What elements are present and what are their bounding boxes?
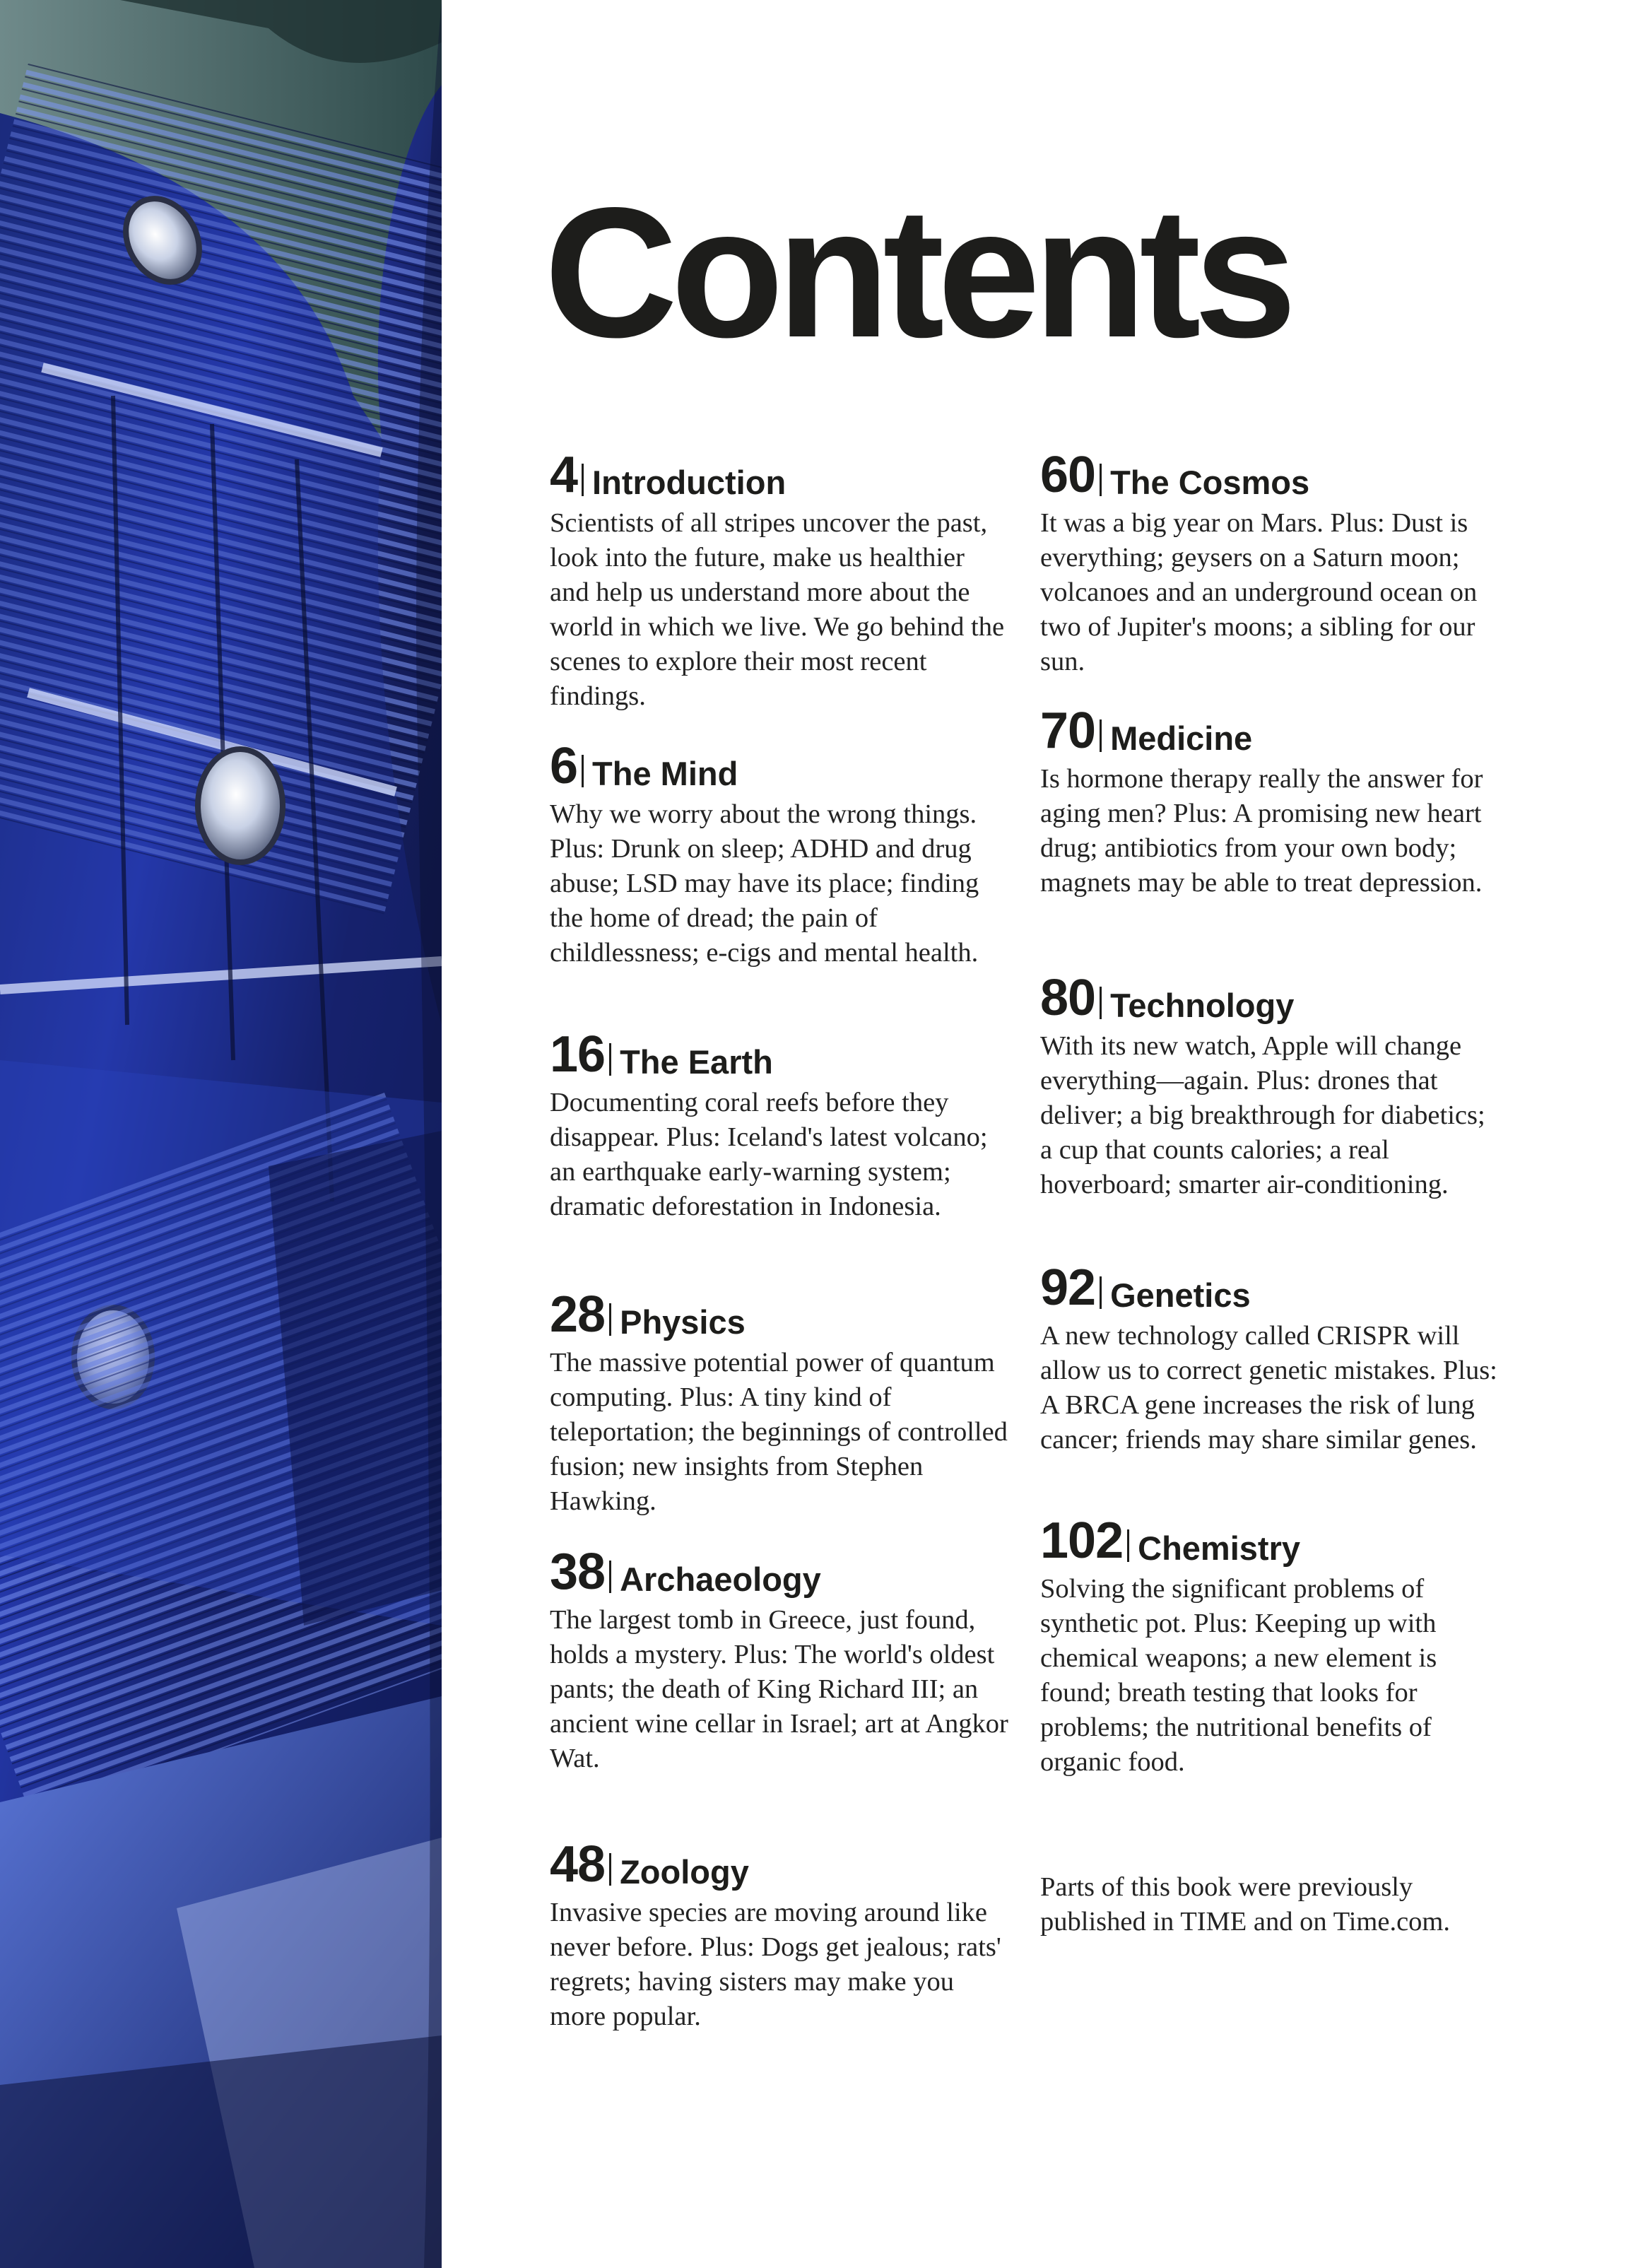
divider-bar: [609, 1303, 611, 1336]
entry-heading: [550, 1833, 1009, 1893]
divider-bar: [582, 755, 584, 787]
section-title: The Cosmos: [1110, 464, 1310, 501]
publication-footnote: Parts of this book were previously published in TIME and on Time.com.: [1040, 1872, 1451, 1937]
section-title: The Earth: [620, 1043, 773, 1081]
contents-entry[interactable]: [550, 1833, 1009, 2034]
page-number: 38: [550, 1544, 606, 1600]
divider-bar: [609, 1043, 611, 1076]
section-description: Is hormone therapy really the answer for aging men? Plus: A promising new heart drug; antibiotics from your own body; magnets may be able to treat depression.: [1040, 764, 1483, 898]
section-description: It was a big year on Mars. Plus: Dust is everything; geysers on a Saturn moon; volcanoes and an underground ocean on two of Jupiter's moons; a sibling for our sun.: [1040, 508, 1478, 676]
divider-bar: [609, 1853, 611, 1886]
section-title: Genetics: [1110, 1276, 1251, 1314]
section-description: The massive potential power of quantum computing. Plus: A tiny kind of teleportation; the beginnings of controlled fusion; new insights from Stephen Hawking.: [550, 1348, 1008, 1516]
section-description: Why we worry about the wrong things. Plus: Drunk on sleep; ADHD and drug abuse; LSD may have its place; finding the home of dread; the pain of childlessness; e-cigs and mental health.: [550, 799, 979, 968]
divider-bar: [1100, 464, 1102, 496]
section-title: Medicine: [1110, 719, 1253, 757]
page-title: Contents: [544, 169, 1290, 376]
entry-heading: [550, 1023, 1009, 1083]
section-description: Documenting coral reefs before they disappear. Plus: Iceland's latest volcano; an earthquake early-warning system; dramatic deforestation in Indonesia.: [550, 1088, 988, 1221]
entry-heading: [1040, 967, 1500, 1026]
contents-entry[interactable]: [1040, 700, 1500, 900]
page-number: 70: [1040, 703, 1096, 759]
entry-heading: [550, 1541, 1009, 1600]
page-number: 80: [1040, 970, 1096, 1026]
section-description: With its new watch, Apple will change everything—again. Plus: drones that deliver; a big breakthrough for diabetics; a cup that counts calories; a real hoverboard; smarter air-conditioning.: [1040, 1031, 1485, 1199]
contents-entry[interactable]: [550, 444, 1009, 714]
section-description: Solving the significant problems of synthetic pot. Plus: Keeping up with chemical weapons; a new element is found; breath testing that looks for problems; the nutritional benefits of organic food.: [1040, 1574, 1437, 1777]
section-description: Invasive species are moving around like never before. Plus: Dogs get jealous; rats' regrets; having sisters may make you more popular.: [550, 1898, 1001, 2031]
divider-bar: [1127, 1529, 1129, 1562]
entry-heading: [1040, 700, 1500, 759]
entry-heading: [550, 444, 1009, 503]
divider-bar: [1100, 987, 1102, 1019]
divider-bar: [609, 1561, 611, 1593]
contents-entry[interactable]: [1040, 1510, 1500, 1780]
section-title: Introduction: [592, 464, 787, 501]
contents-entry[interactable]: [1040, 967, 1500, 1202]
page-number: 48: [550, 1836, 606, 1893]
contents-entry[interactable]: [550, 1023, 1009, 1224]
divider-bar: [1100, 1276, 1102, 1309]
divider-bar: [1100, 719, 1102, 752]
entry-heading: [1040, 1510, 1500, 1569]
section-title: Zoology: [620, 1853, 749, 1891]
section-title: Chemistry: [1138, 1529, 1300, 1567]
section-title: Archaeology: [620, 1561, 821, 1598]
entry-heading: [550, 1283, 1009, 1343]
entry-heading: [1040, 1257, 1500, 1316]
page-number: 60: [1040, 447, 1096, 503]
page-number: 102: [1040, 1512, 1124, 1569]
contents-entry[interactable]: [550, 1541, 1009, 1776]
divider-bar: [582, 464, 584, 496]
contents-entry[interactable]: [550, 735, 1009, 970]
page-number: 4: [550, 447, 578, 503]
entry-heading: [550, 735, 1009, 792]
page-number: 28: [550, 1286, 606, 1343]
contents-entry[interactable]: [1040, 1257, 1500, 1457]
quantum-computer-photo: [0, 0, 442, 2268]
section-description: A new technology called CRISPR will allow us to correct genetic mistakes. Plus: A BRCA gene increases the risk of lung cancer; friends may share similar genes.: [1040, 1321, 1497, 1455]
contents-entry[interactable]: [1040, 444, 1500, 679]
section-description: Scientists of all stripes uncover the past, look into the future, make us healthier and help us understand more about the world in which we live. We go behind the scenes to explore their most recent findings.: [550, 508, 1005, 711]
section-title: Physics: [620, 1303, 746, 1341]
section-description: The largest tomb in Greece, just found, holds a mystery. Plus: The world's oldest pants; the death of King Richard III; an ancient wine cellar in Israel; art at Angkor Wat.: [550, 1605, 1008, 1773]
section-title: Technology: [1110, 987, 1295, 1024]
page-number: 6: [550, 738, 578, 794]
page-number: 92: [1040, 1259, 1096, 1316]
page-number: 16: [550, 1026, 606, 1083]
entry-heading: [1040, 444, 1500, 503]
contents-entry[interactable]: [550, 1283, 1009, 1519]
section-title: The Mind: [592, 755, 738, 792]
